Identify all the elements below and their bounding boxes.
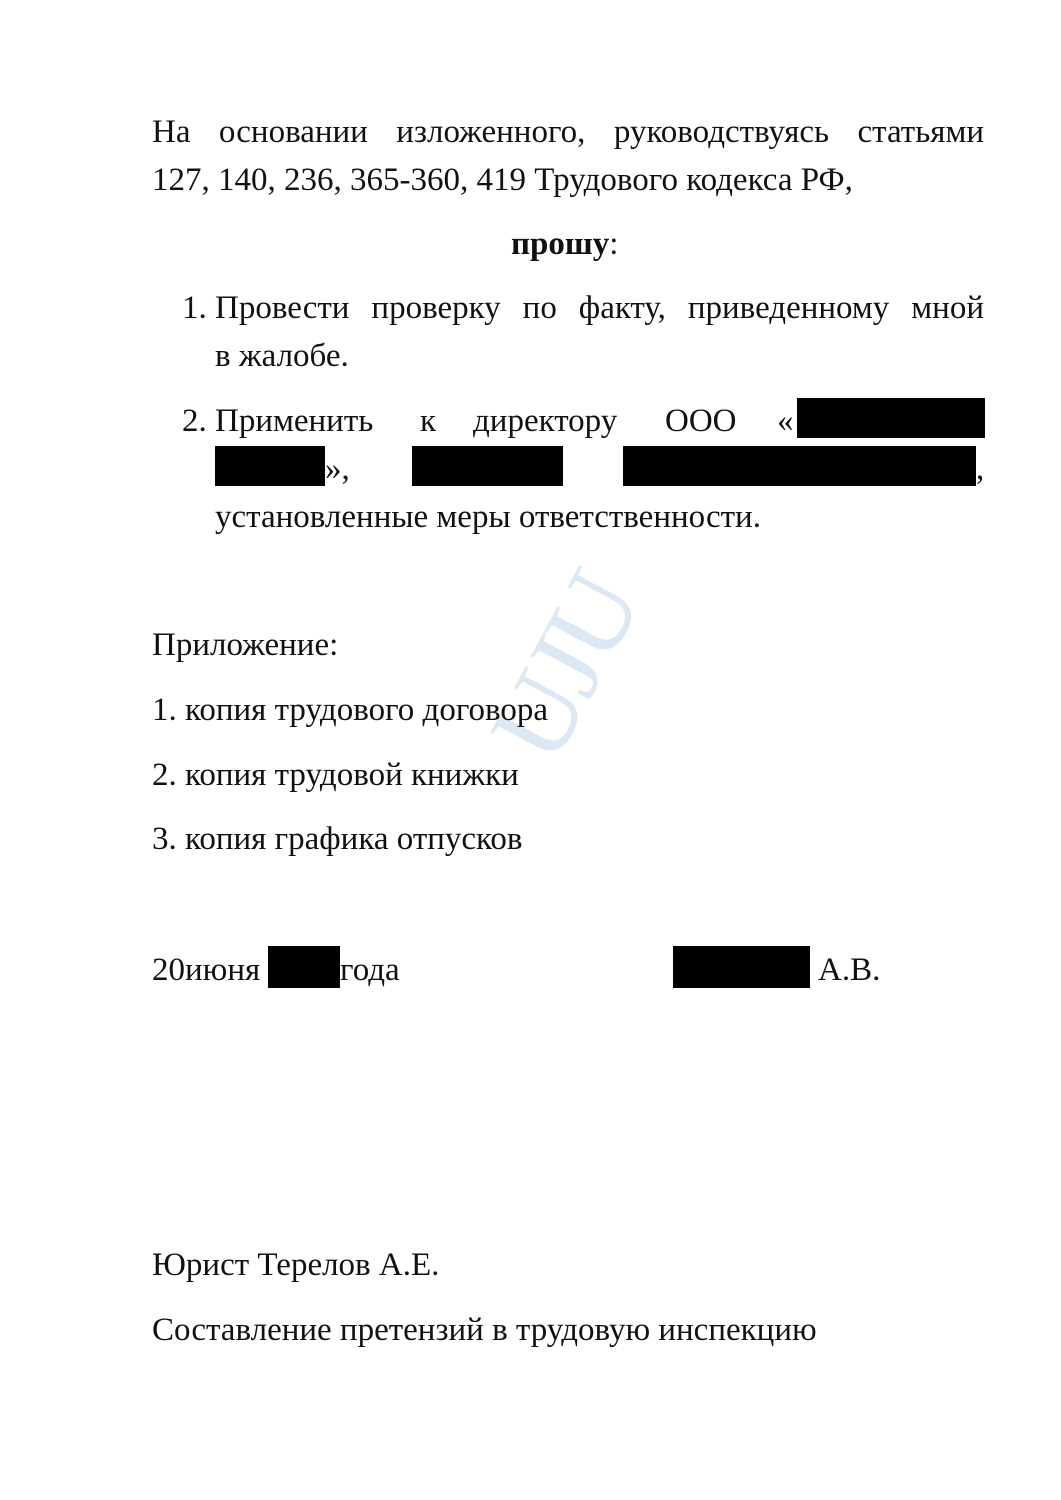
request-1-number: 1. <box>182 290 207 326</box>
request-2-open-quote: « <box>777 403 794 439</box>
service-line: Составление претензий в трудовую инспекцию <box>152 1312 817 1348</box>
redaction-director-surname <box>412 446 563 486</box>
intro-line-2: 127, 140, 236, 365-360, 419 Трудового кодекса РФ, <box>152 162 853 198</box>
redaction-signer-surname <box>673 946 810 988</box>
attachment-item: 3. копия графика отпусков <box>152 821 523 857</box>
attachment-item: 1. копия трудового договора <box>152 692 549 728</box>
request-2-number: 2. <box>182 403 207 439</box>
watermark: UJU <box>466 554 664 780</box>
request-2-word-2: к <box>420 403 437 439</box>
request-heading <box>511 222 618 266</box>
request-2-line-3: установленные меры ответственности. <box>215 499 761 535</box>
redaction-director-name <box>623 446 976 486</box>
date-prefix: 20июня <box>152 952 261 988</box>
redaction-company-name-2 <box>215 446 325 486</box>
request-2-comma: , <box>976 451 985 487</box>
request-1-line-2: в жалобе. <box>215 338 349 374</box>
request-2-close-quote: », <box>325 451 350 487</box>
attachment-item: 2. копия трудовой книжки <box>152 757 519 793</box>
redaction-company-name-1 <box>797 398 985 438</box>
request-1-line-1: Провести проверку по факту, приведенному мной <box>215 290 984 326</box>
date-suffix: года <box>340 952 400 988</box>
attachments-title: Приложение: <box>152 627 339 663</box>
signer-initials: А.В. <box>818 952 881 988</box>
request-2-word-3: директору <box>473 403 618 439</box>
request-2-word-1: Применить <box>215 403 374 439</box>
request-2-word-4: ООО <box>665 403 737 439</box>
redaction-year <box>268 946 340 988</box>
author-line: Юрист Терелов А.Е. <box>152 1247 440 1283</box>
request-word: прошу <box>511 226 610 262</box>
intro-line-1: На основании изложенного, руководствуясь статьями <box>152 114 984 150</box>
request-colon: : <box>609 226 619 262</box>
